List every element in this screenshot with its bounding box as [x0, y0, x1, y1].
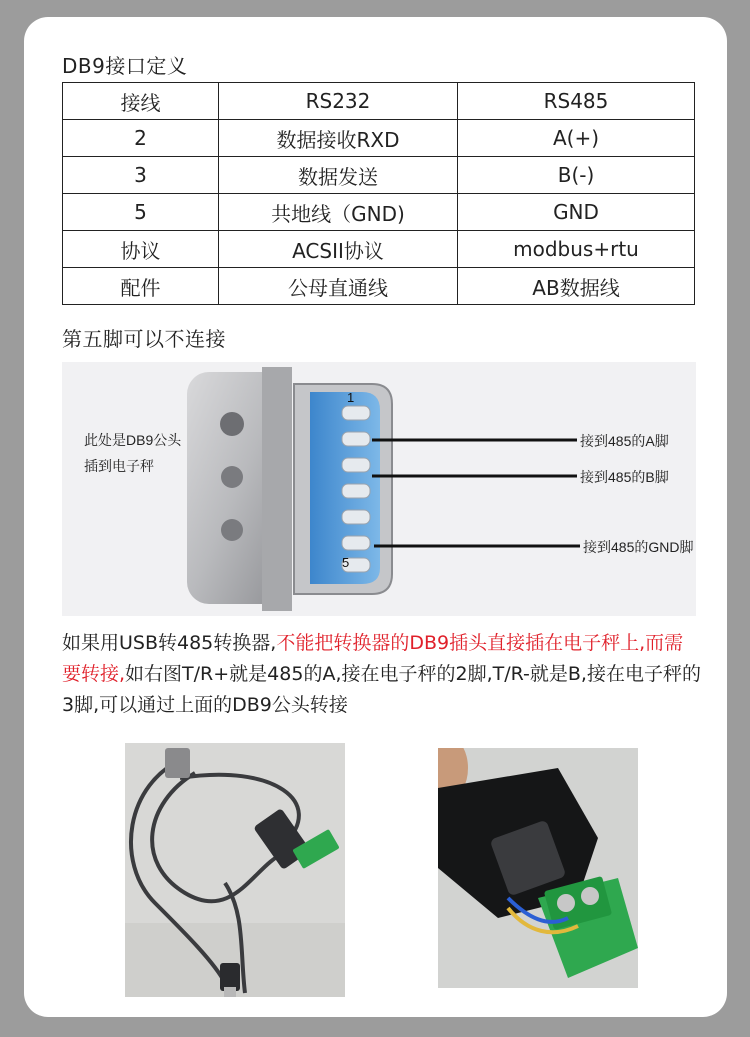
table-cell: GND [458, 194, 695, 231]
table-cell: RS232 [219, 83, 458, 120]
table-cell: 配件 [63, 268, 219, 305]
connector-body [262, 367, 292, 611]
table-cell: 3 [63, 157, 219, 194]
db9-pin-table [62, 82, 695, 305]
content-card [24, 17, 727, 1017]
table-cell: AB数据线 [458, 268, 695, 305]
db9-connector-illustration [62, 362, 696, 616]
table-cell: 接线 [63, 83, 219, 120]
left-caption-line1: 此处是DB9公头 [84, 432, 182, 448]
pin-1-label: 1 [347, 390, 355, 405]
label-485-a: 接到485的A脚 [580, 433, 669, 449]
label-485-gnd: 接到485的GND脚 [583, 539, 694, 555]
label-485-b: 接到485的B脚 [580, 469, 669, 485]
db9-connector-diagram [62, 362, 696, 616]
desc-part3: 如右图T/R+就是485的A,接在电子秤的2脚,T/R-就是B,接在电子秤的3脚,可以通过上面的DB9公头转接 [62, 663, 701, 716]
table-cell: 数据接收RXD [219, 120, 458, 157]
table-row [63, 268, 695, 305]
table-cell: A(+) [458, 120, 695, 157]
table-cell: 5 [63, 194, 219, 231]
table-cell: modbus+rtu [458, 231, 695, 268]
section-title: DB9接口定义 [62, 54, 188, 78]
table-cell: 公母直通线 [219, 268, 458, 305]
table-row [63, 194, 695, 231]
mount-hole-top [220, 412, 244, 436]
table-cell: RS485 [458, 83, 695, 120]
pin [342, 432, 370, 446]
table-cell: ACSII协议 [219, 231, 458, 268]
desc-part1: 如果用USB转485转换器, [62, 632, 277, 654]
desc-warning: 不能把转换器的DB9插头直接插在电子秤上,而需要转接, [62, 632, 684, 685]
pin [342, 510, 370, 524]
pin [342, 458, 370, 472]
adapter-photo [438, 748, 638, 988]
table-cell: 2 [63, 120, 219, 157]
pin [342, 406, 370, 420]
converter-description [62, 628, 702, 721]
usb-cable-photo [125, 743, 345, 997]
table-header-row [63, 83, 695, 120]
left-caption-line2: 插到电子秤 [84, 458, 154, 474]
table-row [63, 231, 695, 268]
mount-hole-mid [221, 466, 243, 488]
table-cell: 协议 [63, 231, 219, 268]
pin5-note: 第五脚可以不连接 [62, 327, 226, 351]
mount-hole-bottom [221, 519, 243, 541]
table-cell: B(-) [458, 157, 695, 194]
pin [342, 536, 370, 550]
pin-5-label: 5 [342, 555, 350, 570]
table-row [63, 120, 695, 157]
table-cell: 共地线（GND) [219, 194, 458, 231]
table-cell: 数据发送 [219, 157, 458, 194]
table-row [63, 157, 695, 194]
pin [342, 484, 370, 498]
